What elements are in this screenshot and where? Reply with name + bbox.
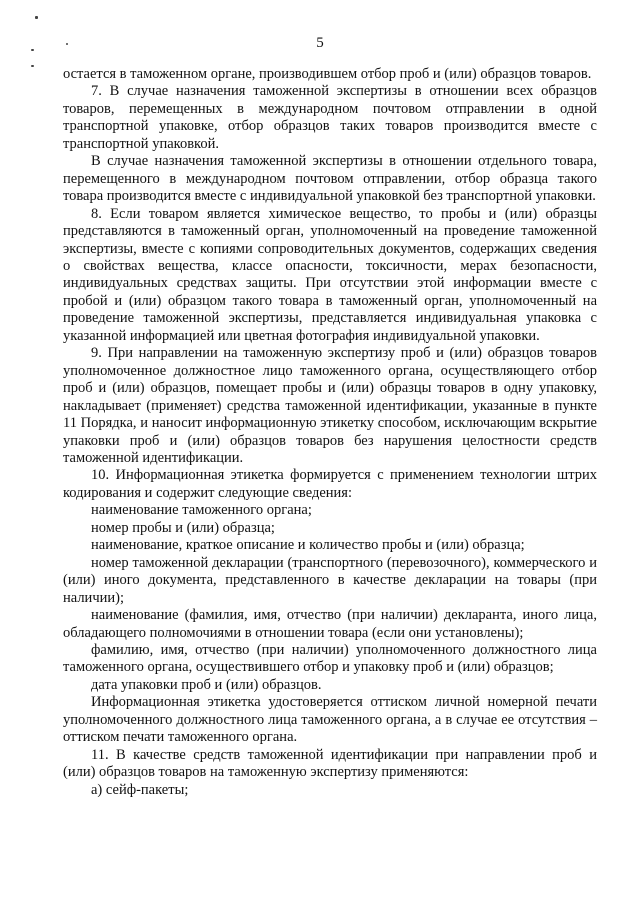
paragraph: В случае назначения таможенной экспертизы в отношении отдельного товара, перемещенного в международном почтовом отправлении, отбор образца такого товара производится вместе с индивидуальной упаковкой без транспортной упаковки.	[63, 153, 597, 205]
paragraph: а) сейф-пакеты;	[91, 781, 189, 798]
paragraph: наименование, краткое описание и количество пробы и (или) образца;	[91, 537, 525, 554]
page-number: 5	[316, 35, 324, 51]
paragraph: наименование (фамилия, имя, отчество (при наличии) декларанта, иного лица, обладающего полномочиями в отношении товара (если они установлены);	[63, 607, 597, 641]
scan-mark	[35, 16, 38, 19]
paragraph: наименование таможенного органа;	[91, 502, 312, 519]
paragraph: 8. Если товаром является химическое вещество, то пробы и (или) образцы представляются в таможенный орган, уполномоченный на проведение таможенной экспертизы, вместе с копиями сопроводительных документов, содержащих сведения о свойствах вещества, классе опасности, токсичности, мерах безопасности, индивидуальных средствах защиты. При отсутствии этой информации вместе с пробой и (или) образцом такого товара в таможенный орган, уполномоченный на проведение таможенной экспертизы, представляется индивидуальная упаковка с указанной информацией или цветная фотография индивидуальной упаковки.	[63, 205, 597, 344]
paragraph: 7. В случае назначения таможенной экспертизы в отношении всех образцов товаров, перемещенных в международном почтовом отправлении в одной транспортной упаковке, отбор образцов таких товаров производится вместе с транспортной упаковкой.	[63, 83, 597, 152]
paragraph: номер таможенной декларации (транспортного (перевозочного), коммерческого и (или) иного документа, представленного в качестве декларации на товары (при наличии);	[63, 554, 597, 606]
paragraph: 10. Информационная этикетка формируется с применением технологии штрих кодирования и содержит следующие сведения:	[63, 467, 597, 501]
paragraph: 11. В качестве средств таможенной идентификации при направлении проб и (или) образцов товаров на таможенную экспертизу применяются:	[63, 746, 597, 781]
document-body	[63, 66, 597, 799]
paragraph: дата упаковки проб и (или) образцов.	[91, 676, 322, 693]
paragraph: 9. При направлении на таможенную экспертизу проб и (или) образцов товаров уполномоченное должностное лицо таможенного органа, осуществляющего отбор проб и (или) образцов, помещает пробы и (или) образцы товаров в одну упаковку, накладывает (применяет) средства таможенной идентификации, указанные в пункте 11 Порядка, и наносит информационную этикетку способом, исключающим вскрытие упаковки проб и (или) образцов товаров без нарушения целостности средств таможенной идентификации.	[63, 345, 597, 466]
paragraph: номер пробы и (или) образца;	[91, 519, 275, 536]
paragraph: фамилию, имя, отчество (при наличии) уполномоченного должностного лица таможенного органа, осуществившего отбор и упаковку проб и (или) образцов;	[63, 641, 597, 676]
paragraph: Информационная этикетка удостоверяется оттиском личной номерной печати уполномоченного должностного лица таможенного органа, а в случае ее отсутствия – оттиском печати таможенного органа.	[63, 694, 597, 746]
paragraph: остается в таможенном органе, производившем отбор проб и (или) образцов товаров.	[63, 66, 592, 82]
scan-mark	[31, 65, 34, 67]
